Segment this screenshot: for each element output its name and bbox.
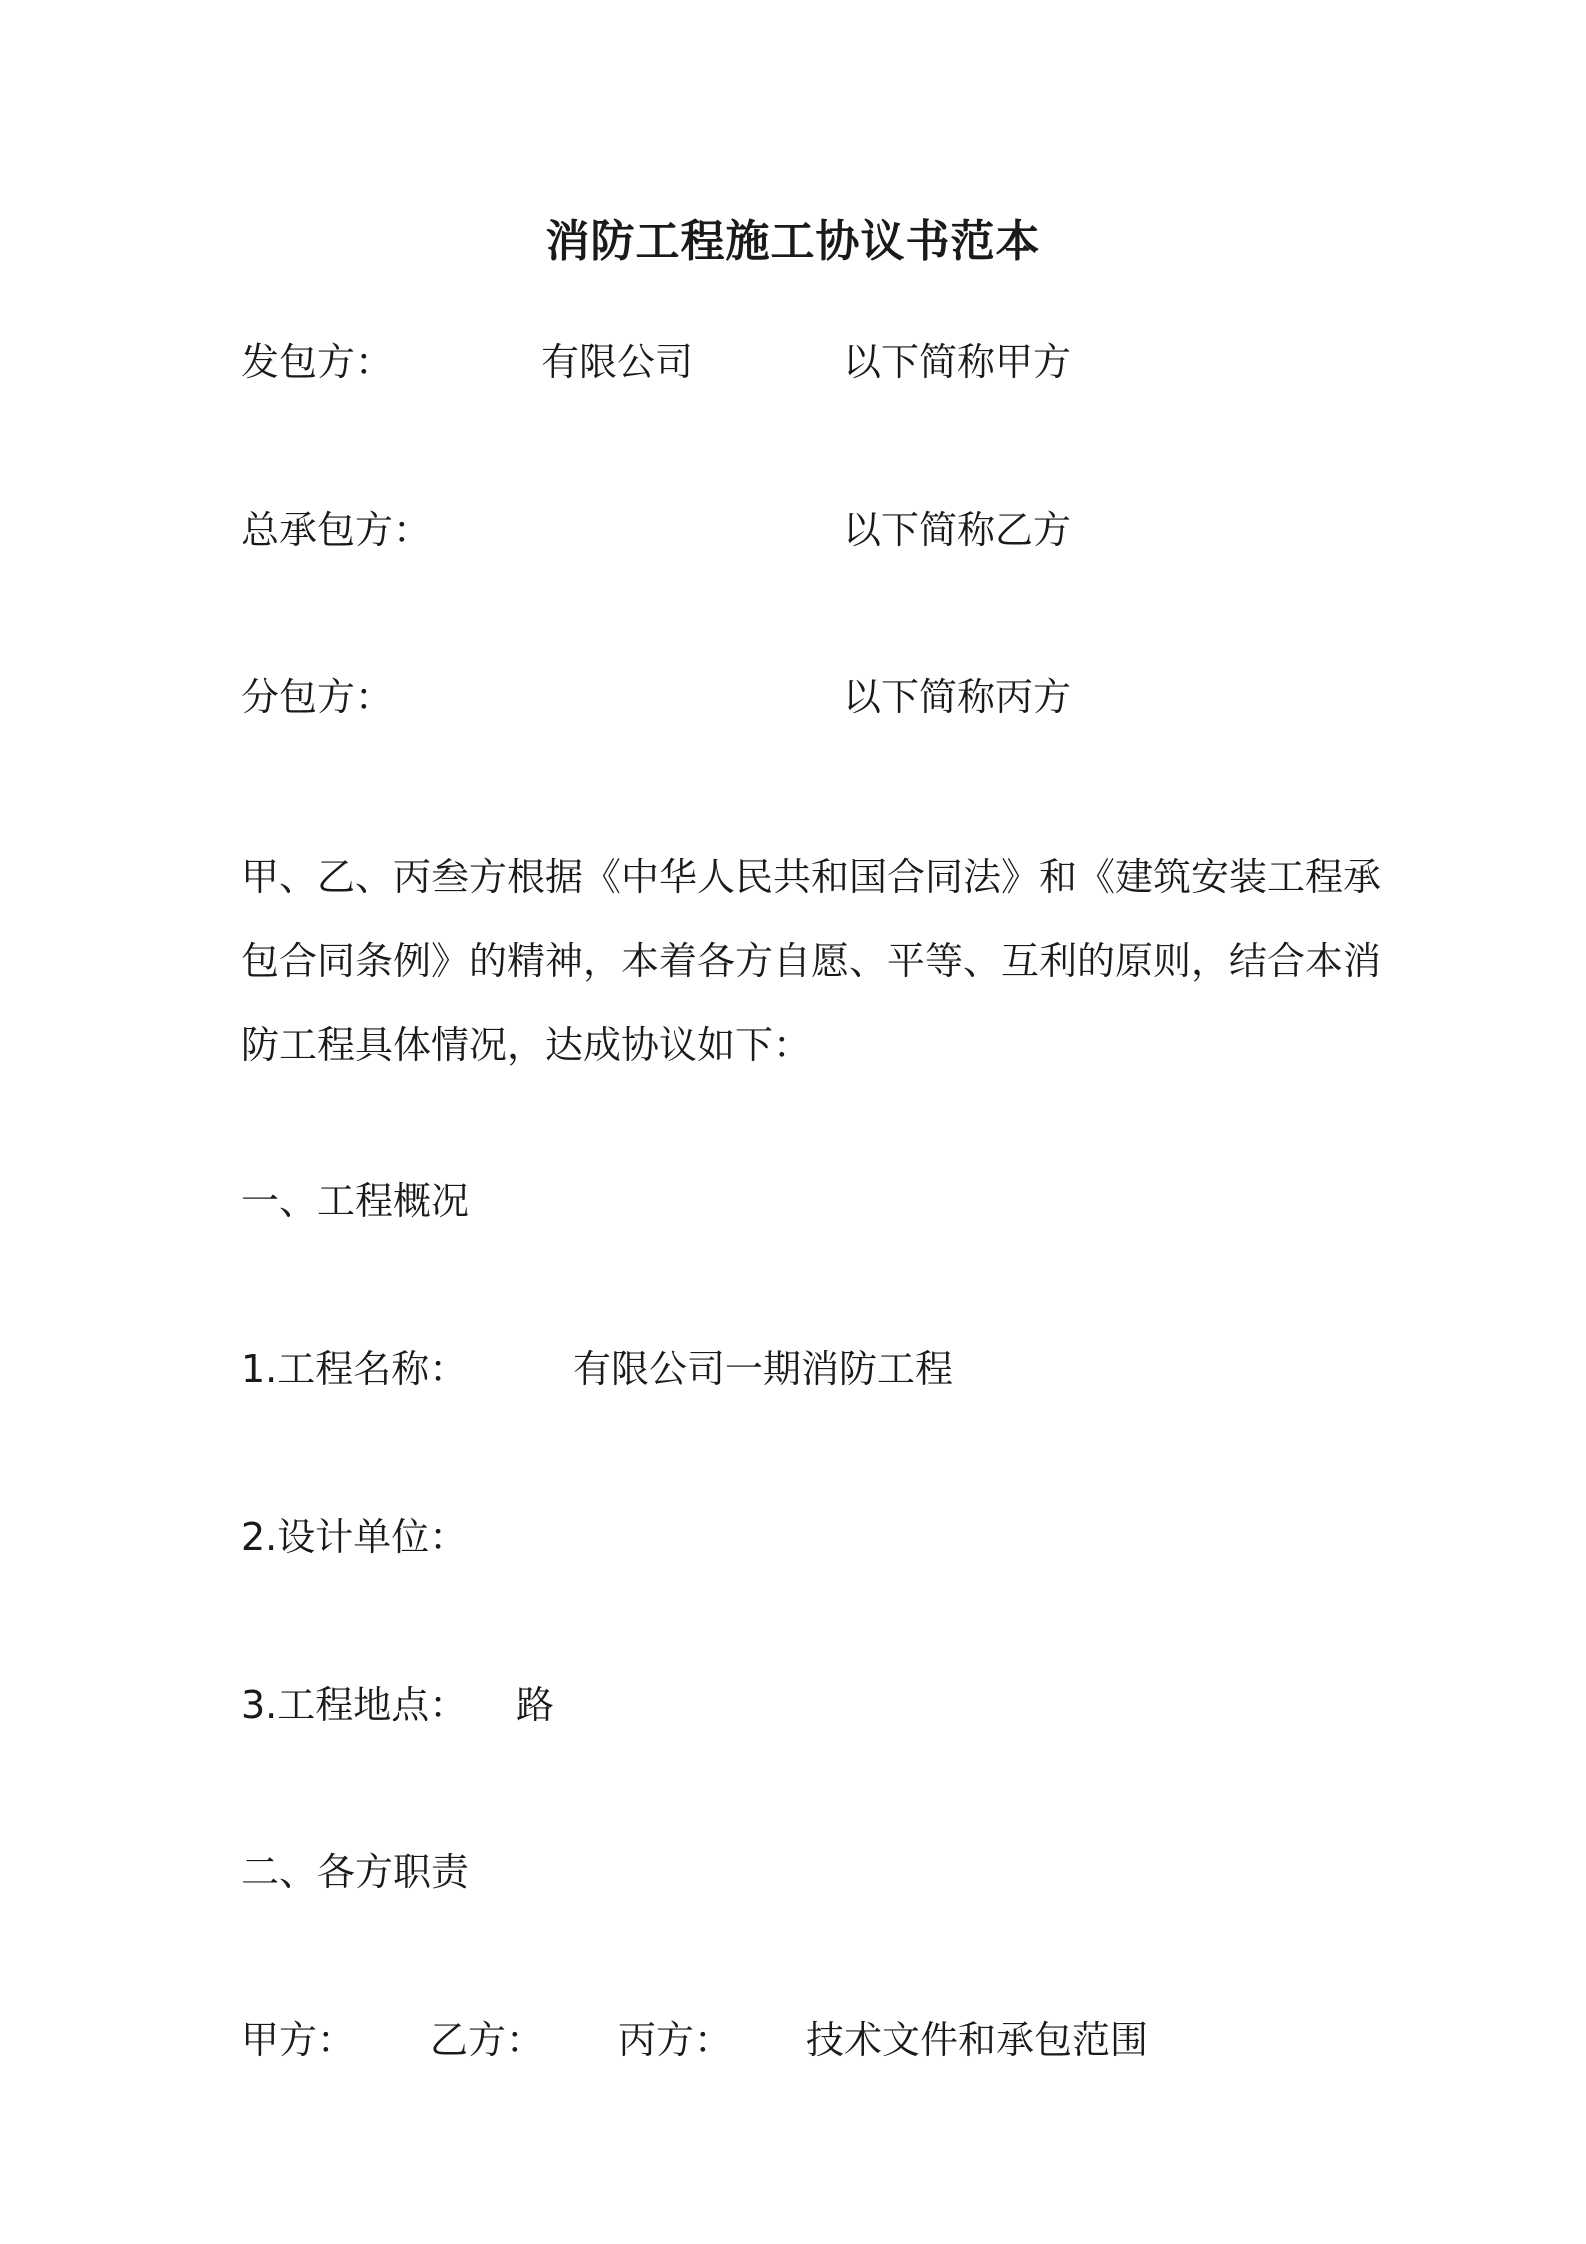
subcontractor-alias: 以下简称丙方 [843, 675, 1072, 719]
design-unit-label: 2.设计单位： [241, 1515, 468, 1559]
section-heading-responsibilities: 二、各方职责 [241, 1850, 470, 1894]
preamble-paragraph [241, 835, 1382, 1087]
scope-text: 技术文件和承包范围 [806, 2018, 1149, 2062]
preamble-line: 甲、乙、丙叁方根据《中华人民共和国合同法》和《建筑安装工程承 [241, 855, 1382, 899]
preamble-line: 包合同条例》的精神，本着各方自愿、平等、互利的原则，结合本消 [241, 939, 1382, 983]
party-a-label: 甲方： [241, 2018, 356, 2062]
project-name-label: 1.工程名称： [241, 1347, 468, 1391]
section-heading-project-overview: 一、工程概况 [241, 1179, 470, 1223]
employer-name: 有限公司 [541, 340, 694, 384]
project-location-label: 3.工程地点： [241, 1683, 468, 1727]
document-title: 消防工程施工协议书范本 [545, 216, 1041, 267]
employer-alias: 以下简称甲方 [843, 340, 1072, 384]
project-location-value: 路 [516, 1683, 555, 1727]
project-name-value: 有限公司一期消防工程 [573, 1347, 954, 1391]
general-contractor-label: 总承包方： [241, 508, 432, 552]
subcontractor-label: 分包方： [241, 675, 394, 719]
party-c-label: 丙方： [618, 2018, 733, 2062]
party-b-label: 乙方： [430, 2018, 545, 2062]
preamble-line: 防工程具体情况，达成协议如下： [241, 1023, 812, 1067]
general-contractor-alias: 以下简称乙方 [843, 508, 1072, 552]
employer-label: 发包方： [241, 340, 394, 384]
